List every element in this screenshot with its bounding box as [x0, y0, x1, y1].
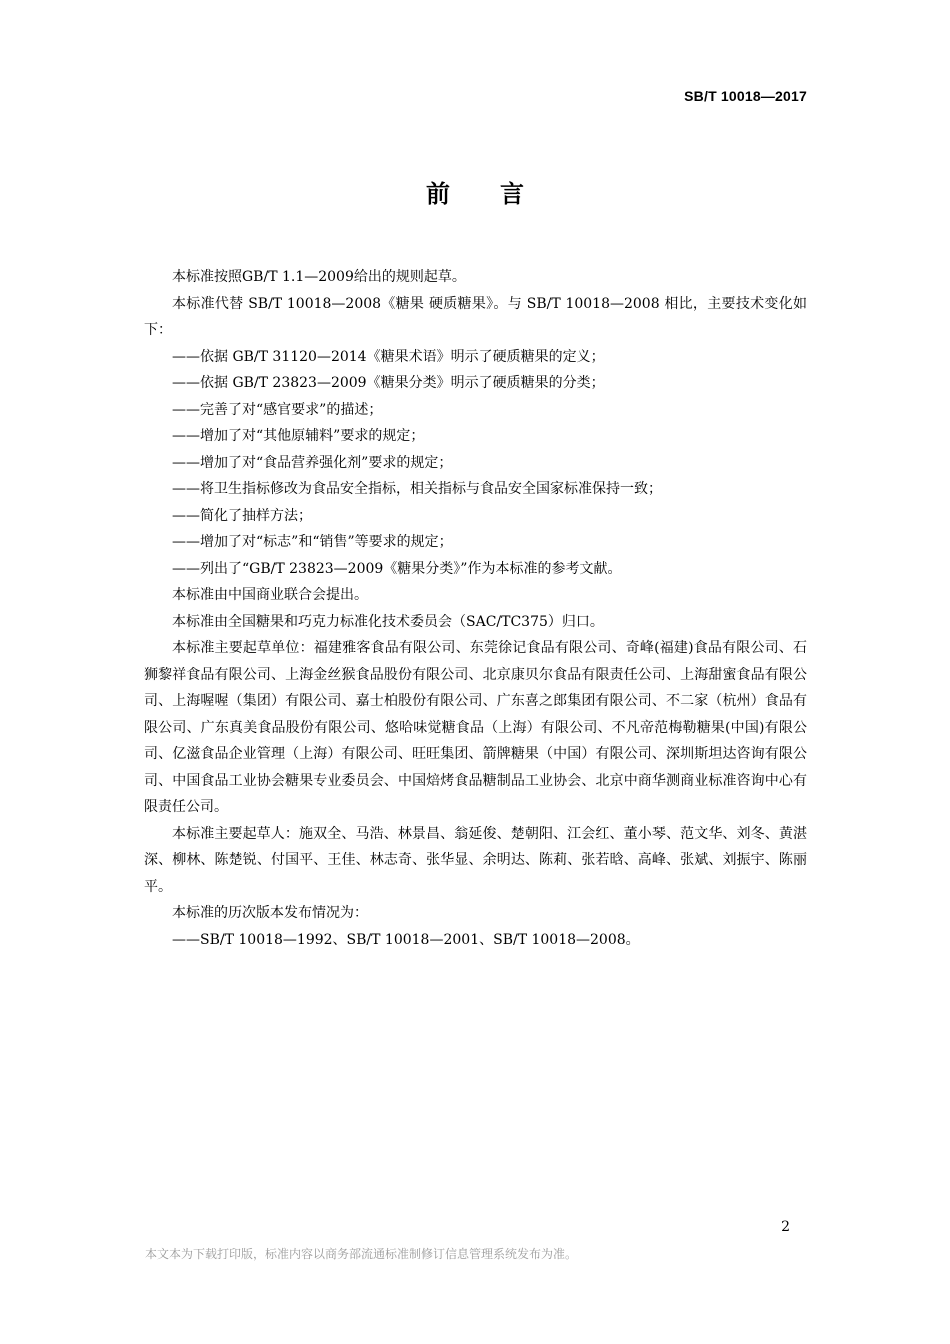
- change-item-safety: ——将卫生指标修改为食品安全指标，相关指标与食品安全国家标准保持一致；: [172, 481, 662, 497]
- paragraph-replaces: 本标准代替 SB/T 10018—2008《糖果 硬质糖果》。与 SB/T 10018—2008 相比，主要技术变化如下：: [144, 295, 807, 338]
- page-number: 2: [781, 1219, 790, 1235]
- change-item-sampling: ——简化了抽样方法；: [172, 507, 312, 524]
- standard-code: SB/T 10018—2017: [684, 88, 807, 104]
- paragraph-drafting-rules: 本标准按照GB/T 1.1—2009给出的规则起草。: [172, 269, 466, 285]
- paragraph-proposed-by: 本标准由中国商业联合会提出。: [172, 587, 368, 603]
- change-item-labeling: ——增加了对“标志”和“销售”等要求的规定；: [172, 534, 453, 550]
- change-item-classification: ——依据 GB/T 23823—2009《糖果分类》明示了硬质糖果的分类；: [172, 375, 605, 391]
- foreword-body: [144, 264, 807, 953]
- paragraph-history-intro: 本标准的历次版本发布情况为：: [172, 905, 368, 921]
- change-item-references: ——列出了“GB/T 23823—2009《糖果分类》”作为本标准的参考文献。: [172, 560, 622, 577]
- paragraph-drafting-units: 本标准主要起草单位：福建雅客食品有限公司、东莞徐记食品有限公司、奇峰(福建)食品有限公司、石狮黎祥食品有限公司、上海金丝猴食品股份有限公司、北京康贝尔食品有限责任公司、上海甜蜜食品有限公司、上海喔喔（集团）有限公司、嘉士柏股份有限公司、广东喜之郎集团有限公司、不二家（杭州）食品有限公司、广东真美食品股份有限公司、悠哈味觉糖食品（上海）有限公司、不凡帝范梅勒糖果(中国)有限公司、亿滋食品企业管理（上海）有限公司、旺旺集团、箭牌糖果（中国）有限公司、深圳斯坦达咨询有限公司、中国食品工业协会糖果专业委员会、中国焙烤食品糖制品工业协会、北京中商华测商业标准咨询中心有限责任公司。: [144, 640, 807, 815]
- change-item-raw-materials: ——增加了对“其他原辅料”要求的规定；: [172, 428, 425, 444]
- paragraph-drafters: 本标准主要起草人：施双全、马浩、林景昌、翁延俊、楚朝阳、江会红、董小琴、范文华、刘冬、黄湛深、柳林、陈楚锐、付国平、王佳、林志奇、张华显、余明达、陈莉、张若晗、高峰、张斌、刘振宇、陈丽平。: [144, 825, 807, 895]
- change-item-sensory: ——完善了对“感官要求”的描述；: [172, 401, 383, 418]
- paragraph-history-list: ——SB/T 10018—1992、SB/T 10018—2001、SB/T 10018—2008。: [172, 931, 640, 948]
- change-item-fortifiers: ——增加了对“食品营养强化剂”要求的规定；: [172, 454, 453, 471]
- footer-disclaimer: 本文本为下载打印版，标准内容以商务部流通标准制修订信息管理系统发布为准。: [145, 1247, 578, 1261]
- change-item-definition: ——依据 GB/T 31120—2014《糖果术语》明示了硬质糖果的定义；: [172, 348, 605, 365]
- page-title: 前言: [426, 180, 574, 208]
- paragraph-administered-by: 本标准由全国糖果和巧克力标准化技术委员会（SAC/TC375）归口。: [172, 613, 604, 630]
